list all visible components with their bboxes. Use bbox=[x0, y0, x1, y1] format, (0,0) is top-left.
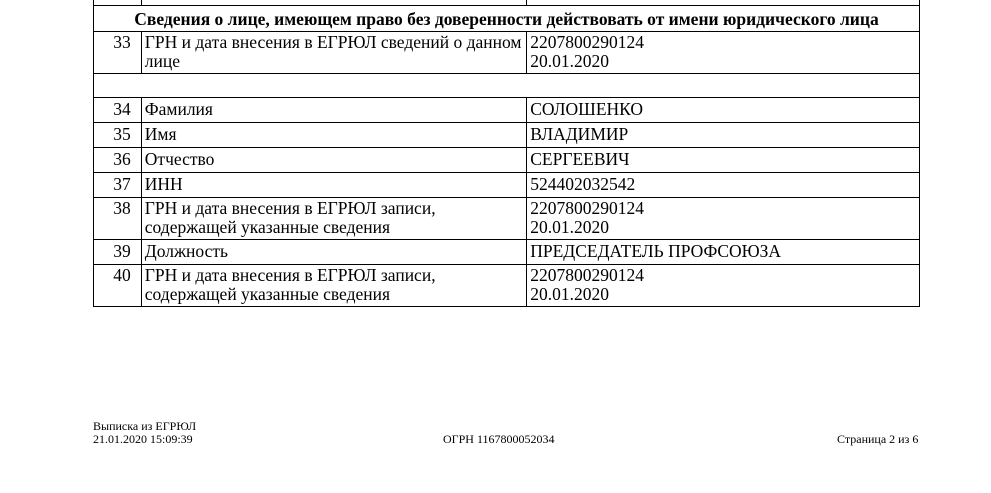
row-label: Должность bbox=[141, 240, 526, 265]
footer-page-number: Страница 2 из 6 bbox=[837, 432, 919, 446]
table-row bbox=[94, 32, 920, 74]
row-number: 36 bbox=[94, 148, 142, 173]
spacer-row bbox=[94, 74, 920, 98]
table-row bbox=[94, 198, 920, 240]
row-value: СЕРГЕЕВИЧ bbox=[527, 148, 920, 173]
row-label: ГРН и дата внесения в ЕГРЮЛ записи, содержащей указанные сведения bbox=[141, 265, 526, 307]
row-value bbox=[527, 198, 920, 240]
grn-value: 2207800290124 bbox=[530, 265, 644, 285]
row-label: ИНН bbox=[141, 173, 526, 198]
grn-value: 2207800290124 bbox=[530, 32, 644, 52]
row-number: 34 bbox=[94, 98, 142, 123]
date-value: 20.01.2020 bbox=[530, 284, 609, 304]
table-row bbox=[94, 98, 920, 123]
row-value: 524402032542 bbox=[527, 173, 920, 198]
row-number: 39 bbox=[94, 240, 142, 265]
footer-ogrn: ОГРН 1167800052034 bbox=[443, 432, 555, 446]
section-title: Сведения о лице, имеющем право без доверенности действовать от имени юридического лица bbox=[94, 6, 920, 32]
row-number: 38 bbox=[94, 198, 142, 240]
row-number: 37 bbox=[94, 173, 142, 198]
table-row bbox=[94, 123, 920, 148]
row-label: ГРН и дата внесения в ЕГРЮЛ записи, содержащей указанные сведения bbox=[141, 198, 526, 240]
table-row bbox=[94, 240, 920, 265]
row-value bbox=[527, 265, 920, 307]
row-value: СОЛОШЕНКО bbox=[527, 98, 920, 123]
table-row bbox=[94, 173, 920, 198]
row-number: 33 bbox=[94, 32, 142, 74]
table-row bbox=[94, 265, 920, 307]
row-value: ПРЕДСЕДАТЕЛЬ ПРОФСОЮЗА bbox=[527, 240, 920, 265]
footer-datetime: 21.01.2020 15:09:39 bbox=[93, 432, 193, 446]
row-value bbox=[527, 32, 920, 74]
section-header-row bbox=[94, 6, 920, 32]
row-label: Фамилия bbox=[141, 98, 526, 123]
table-row bbox=[94, 148, 920, 173]
row-number: 40 bbox=[94, 265, 142, 307]
footer-doc-name: Выписка из ЕГРЮЛ bbox=[93, 419, 197, 433]
row-label: Имя bbox=[141, 123, 526, 148]
date-value: 20.01.2020 bbox=[530, 51, 609, 71]
date-value: 20.01.2020 bbox=[530, 217, 609, 237]
row-number: 35 bbox=[94, 123, 142, 148]
row-label: Отчество bbox=[141, 148, 526, 173]
row-label: ГРН и дата внесения в ЕГРЮЛ сведений о данном лице bbox=[141, 32, 526, 74]
grn-value: 2207800290124 bbox=[530, 198, 644, 218]
row-value: ВЛАДИМИР bbox=[527, 123, 920, 148]
egrul-extract-table bbox=[93, 0, 920, 307]
cell-empty bbox=[94, 74, 920, 98]
